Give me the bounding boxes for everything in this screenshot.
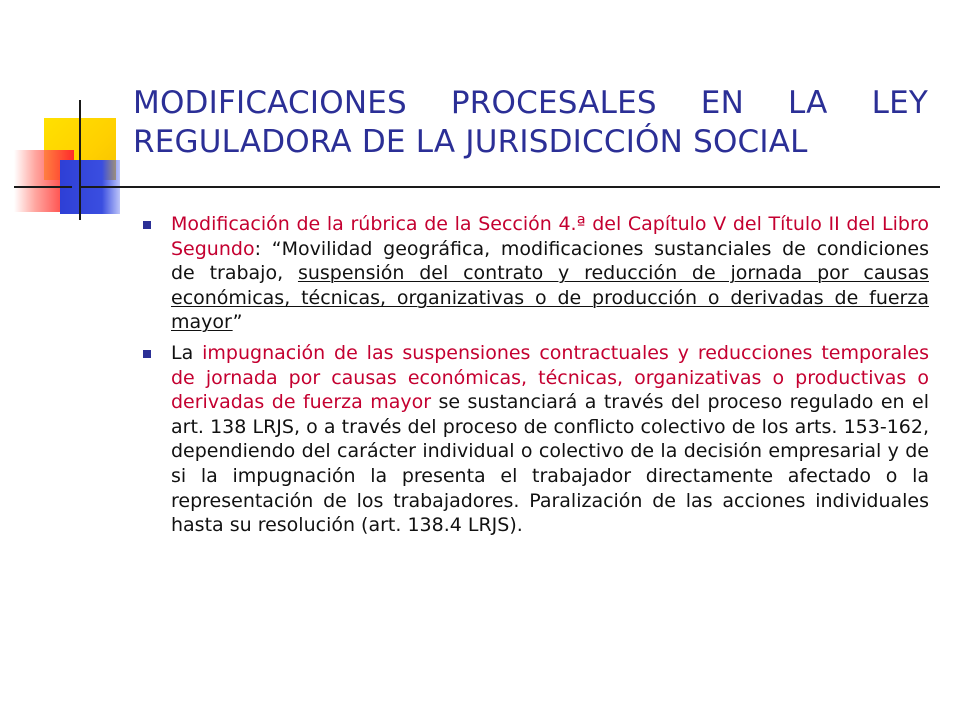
body-text: ” — [232, 311, 243, 334]
underlined-text: suspensión del contrato y reducción de jornada por causas económicas, técnicas, organizativas o de producción o derivadas de fuerza mayor — [171, 262, 929, 334]
highlight-text: impugnación de las suspensiones contractuales y reducciones temporales de jornada por causas económicas, técnicas, organizativas o productivas o derivadas de fuerza mayor — [171, 341, 929, 414]
logo-vertical-line — [79, 100, 81, 220]
square-bullet-icon — [143, 350, 151, 358]
slide-title — [133, 84, 928, 162]
body-text: La — [171, 341, 203, 364]
decorative-logo — [0, 0, 140, 230]
title-line-1: MODIFICACIONES PROCESALES EN LA LEY — [133, 85, 928, 121]
bullet-item-1 — [143, 212, 929, 335]
square-bullet-icon — [143, 221, 151, 229]
body-text: se sustanciará a través del proceso regulado en el art. 138 LRJS, o a través del proceso de conflicto colectivo de los arts. 153-162, dependiendo del carácter individual o colectivo de la decisión empresarial y de si la impugnación la presenta el trabajador directamente afectado o la representación de los trabajadores. Paralización de las acciones individuales hasta su resolución (art. 138.4 LRJS). — [171, 391, 929, 537]
title-divider — [80, 186, 940, 188]
highlight-text: Modificación de la rúbrica de la Sección 4.ª del Capítulo V del Título II del Libro Segundo — [171, 213, 929, 260]
bullet-item-2 — [143, 341, 929, 538]
bullet-list — [143, 212, 929, 544]
body-text: : “Movilidad geográfica, modificaciones sustanciales de condiciones de trabajo, — [171, 237, 929, 285]
title-line-2: REGULADORA DE LA JURISDICCIÓN SOCIAL — [133, 124, 808, 160]
logo-horizontal-line — [14, 186, 72, 188]
